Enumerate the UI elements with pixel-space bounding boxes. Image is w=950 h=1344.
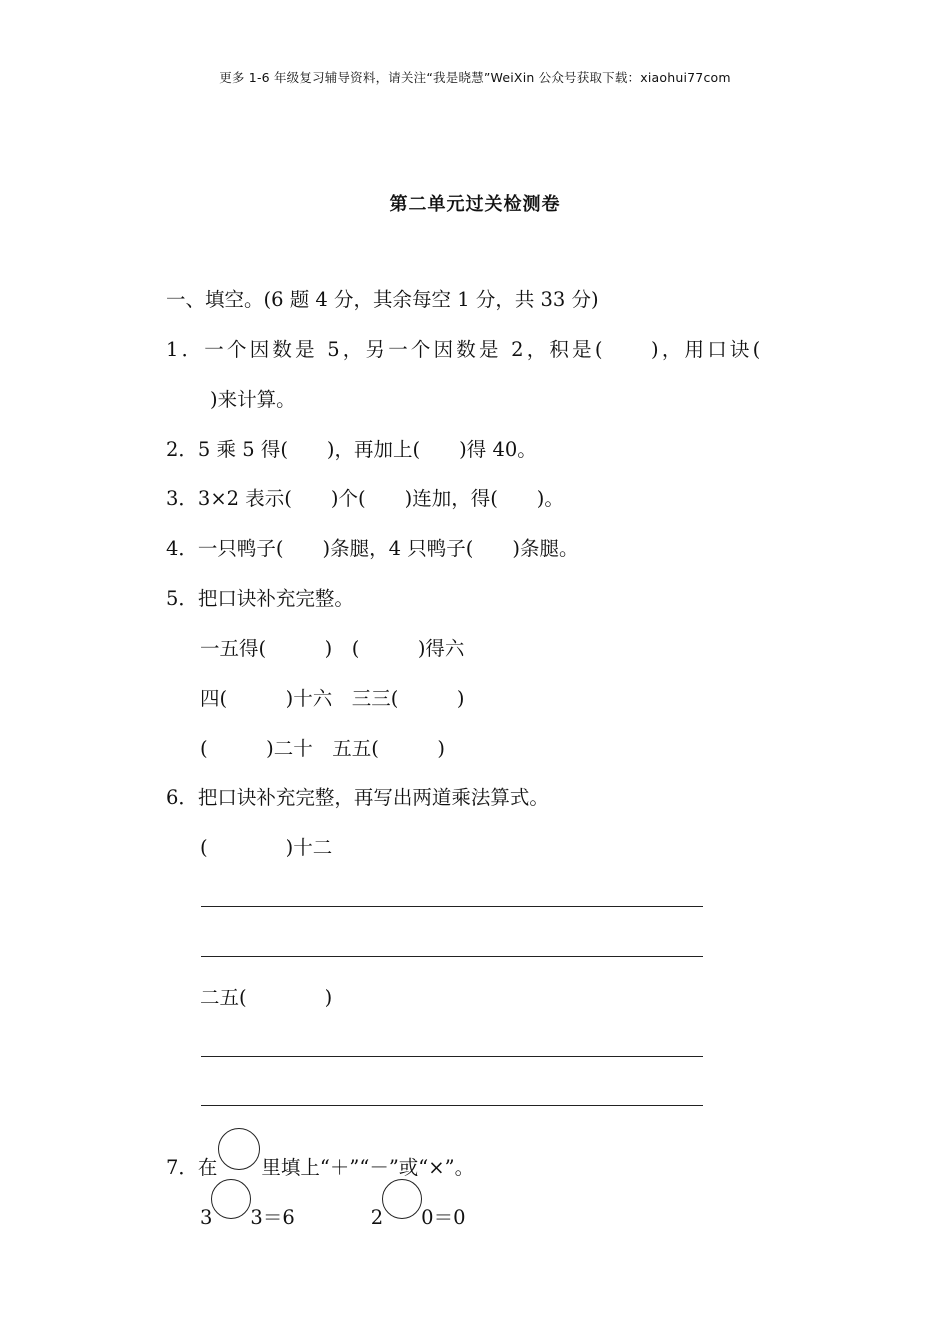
question-4: 4．一只鸭子( )条腿，4 只鸭子( )条腿。 <box>166 537 579 560</box>
question-7-prompt-after: 里填上“＋”“－”或“×”。 <box>261 1156 475 1179</box>
question-5-prompt: 5．把口诀补充完整。 <box>166 587 354 610</box>
question-5-row-3: ( )二十 五五( ) <box>200 737 445 760</box>
question-6-prompt: 6．把口诀补充完整，再写出两道乘法算式。 <box>166 786 549 809</box>
question-1-line-1: 1．一个因数是 5，另一个因数是 2，积是( )，用口诀( <box>166 338 764 361</box>
question-6-item-1: ( )十二 <box>200 836 333 859</box>
answer-line[interactable] <box>201 1105 703 1106</box>
answer-line[interactable] <box>201 906 703 907</box>
answer-line[interactable] <box>201 1056 703 1057</box>
header-note: 更多 1-6 年级复习辅导资料，请关注“我是晓慧”WeiXin 公众号获取下载：xiaohui77com <box>219 70 731 85</box>
circle-icon <box>218 1128 260 1170</box>
question-5-row-2: 四( )十六 三三( ) <box>200 687 465 710</box>
section-heading: 一、填空。(6 题 4 分，其余每空 1 分，共 33 分) <box>166 288 599 311</box>
question-6-item-2: 二五( ) <box>200 986 333 1009</box>
question-3: 3．3×2 表示( )个( )连加，得( )。 <box>166 487 564 510</box>
question-2: 2．5 乘 5 得( )，再加上( )得 40。 <box>166 438 537 461</box>
equation-1-left: 3 <box>200 1206 213 1229</box>
question-5-row-1: 一五得( ) ( )得六 <box>200 637 465 660</box>
question-7-prompt <box>166 1142 474 1184</box>
equation-2-left: 2 <box>370 1206 384 1229</box>
page-title: 第二单元过关检测卷 <box>389 194 561 215</box>
answer-line[interactable] <box>201 956 703 957</box>
operator-circle-input[interactable] <box>382 1179 422 1219</box>
question-7-prompt-before: 7．在 <box>166 1156 218 1179</box>
operator-circle-input[interactable] <box>211 1179 251 1219</box>
equation-1-right: 3＝6 <box>250 1206 295 1229</box>
equation-2-right: 0＝0 <box>421 1206 466 1229</box>
question-1-line-2: )来计算。 <box>210 388 296 411</box>
question-7-equations <box>200 1192 466 1232</box>
